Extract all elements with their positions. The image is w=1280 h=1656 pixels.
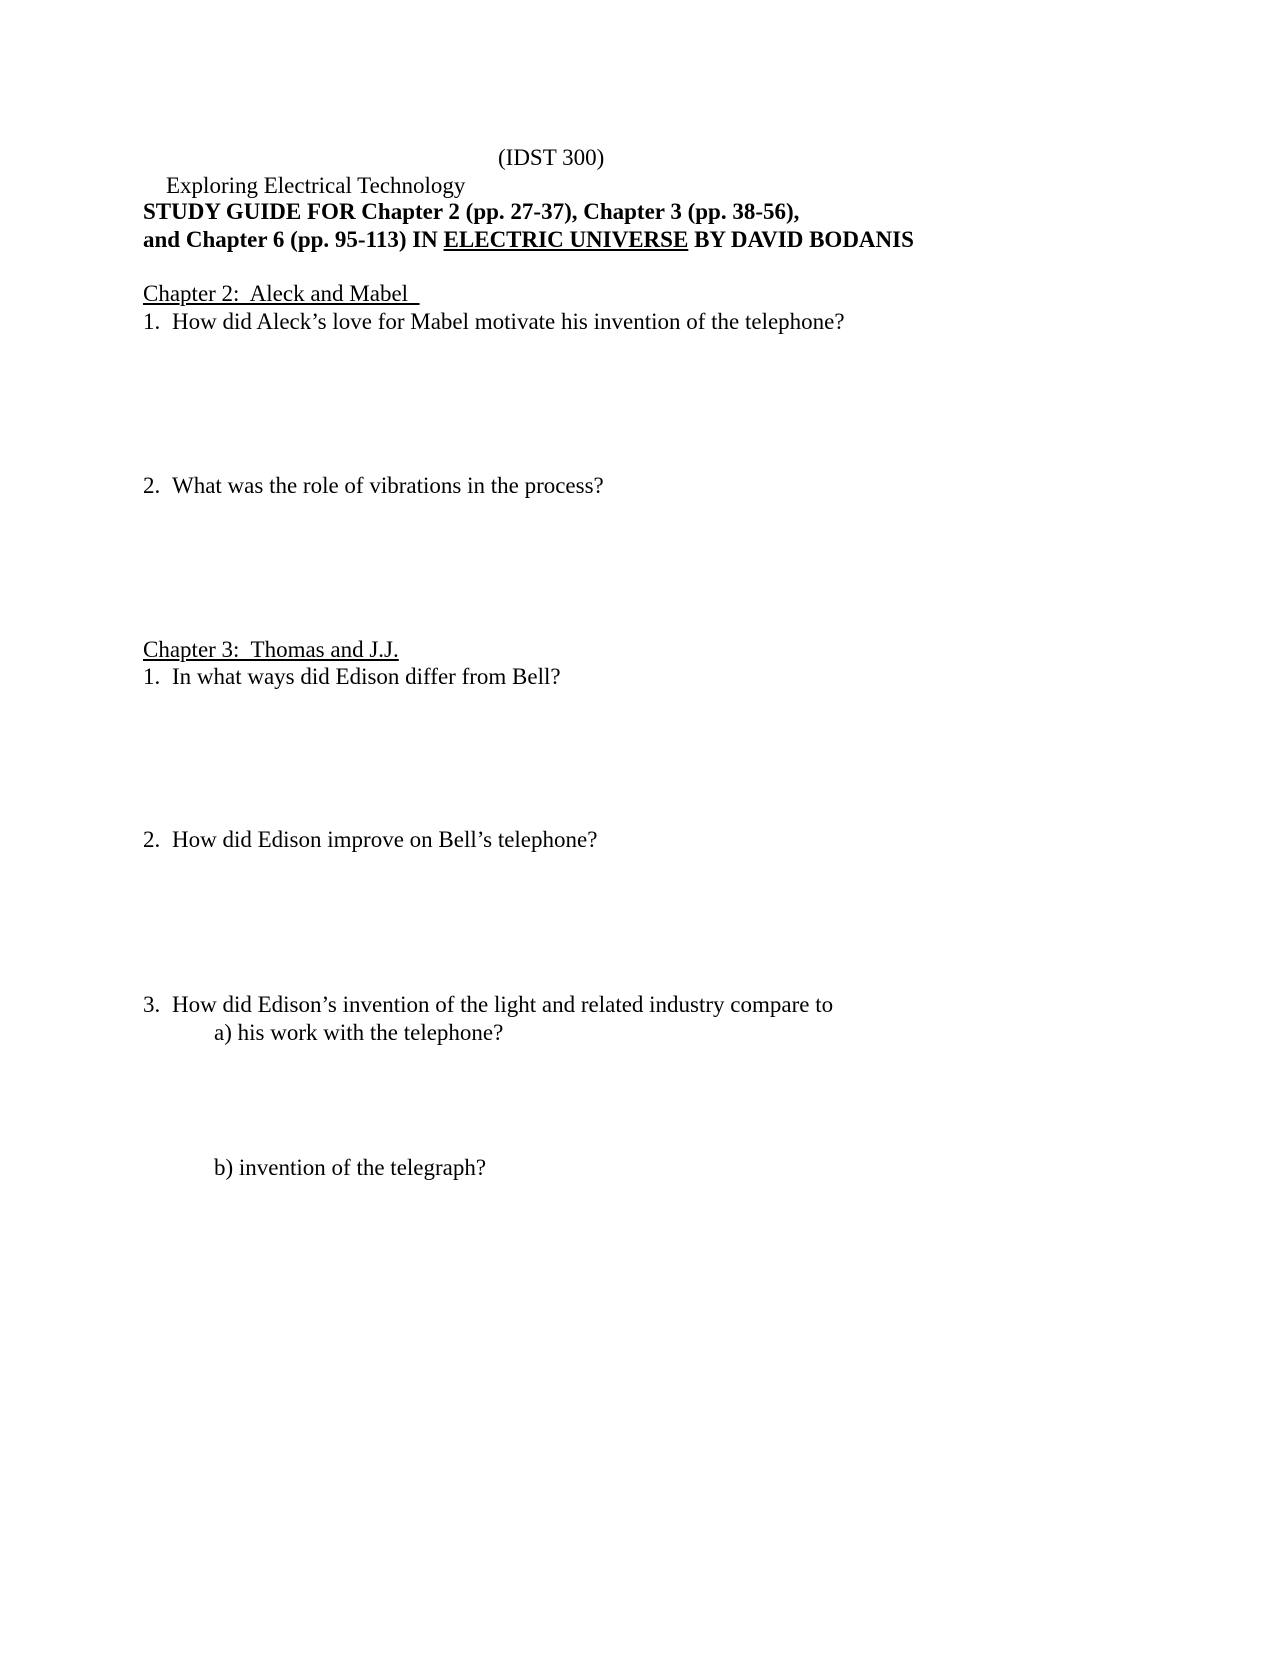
- question-number: 1.: [143, 664, 161, 689]
- question-text: What was the role of vibrations in the process?: [172, 473, 604, 498]
- subpart-text: his work with the telephone?: [231, 1020, 504, 1045]
- course-code: (IDST 300): [498, 145, 605, 170]
- question-text: In what ways did Edison differ from Bell?: [172, 664, 561, 689]
- guide-title-prefix: and Chapter 6 (pp. 95-113) IN: [143, 227, 444, 252]
- question-3-subpart-b: [214, 1154, 486, 1182]
- chapter-3-question-3: [143, 991, 833, 1019]
- course-title: Exploring Electrical Technology: [166, 173, 466, 198]
- question-number: 2.: [143, 473, 161, 498]
- question-number: 2.: [143, 827, 161, 852]
- subpart-label: a): [214, 1020, 232, 1045]
- guide-title-line-1: STUDY GUIDE FOR Chapter 2 (pp. 27-37), Chapter 3 (pp. 38-56),: [143, 199, 800, 224]
- question-3-subpart-a: [214, 1019, 503, 1047]
- question-number: 1.: [143, 309, 161, 334]
- question-text: How did Edison improve on Bell’s telephone?: [172, 827, 598, 852]
- guide-title-line-2: [143, 226, 914, 254]
- guide-title-suffix: BY DAVID BODANIS: [688, 227, 914, 252]
- subpart-text: invention of the telegraph?: [238, 1155, 487, 1180]
- question-text: How did Edison’s invention of the light and related industry compare to: [172, 992, 834, 1017]
- chapter-3-question-2: [143, 826, 597, 854]
- chapter-2-question-1: [143, 308, 845, 336]
- question-number: 3.: [143, 992, 161, 1017]
- chapter-2-question-2: [143, 472, 604, 500]
- subpart-label: b): [214, 1155, 234, 1180]
- chapter-2-heading: Chapter 2: Aleck and Mabel: [143, 281, 420, 306]
- question-text: How did Aleck’s love for Mabel motivate his invention of the telephone?: [172, 309, 845, 334]
- book-title: ELECTRIC UNIVERSE: [443, 227, 689, 252]
- chapter-3-heading: Chapter 3: Thomas and J.J.: [143, 637, 399, 662]
- chapter-3-question-1: [143, 663, 561, 691]
